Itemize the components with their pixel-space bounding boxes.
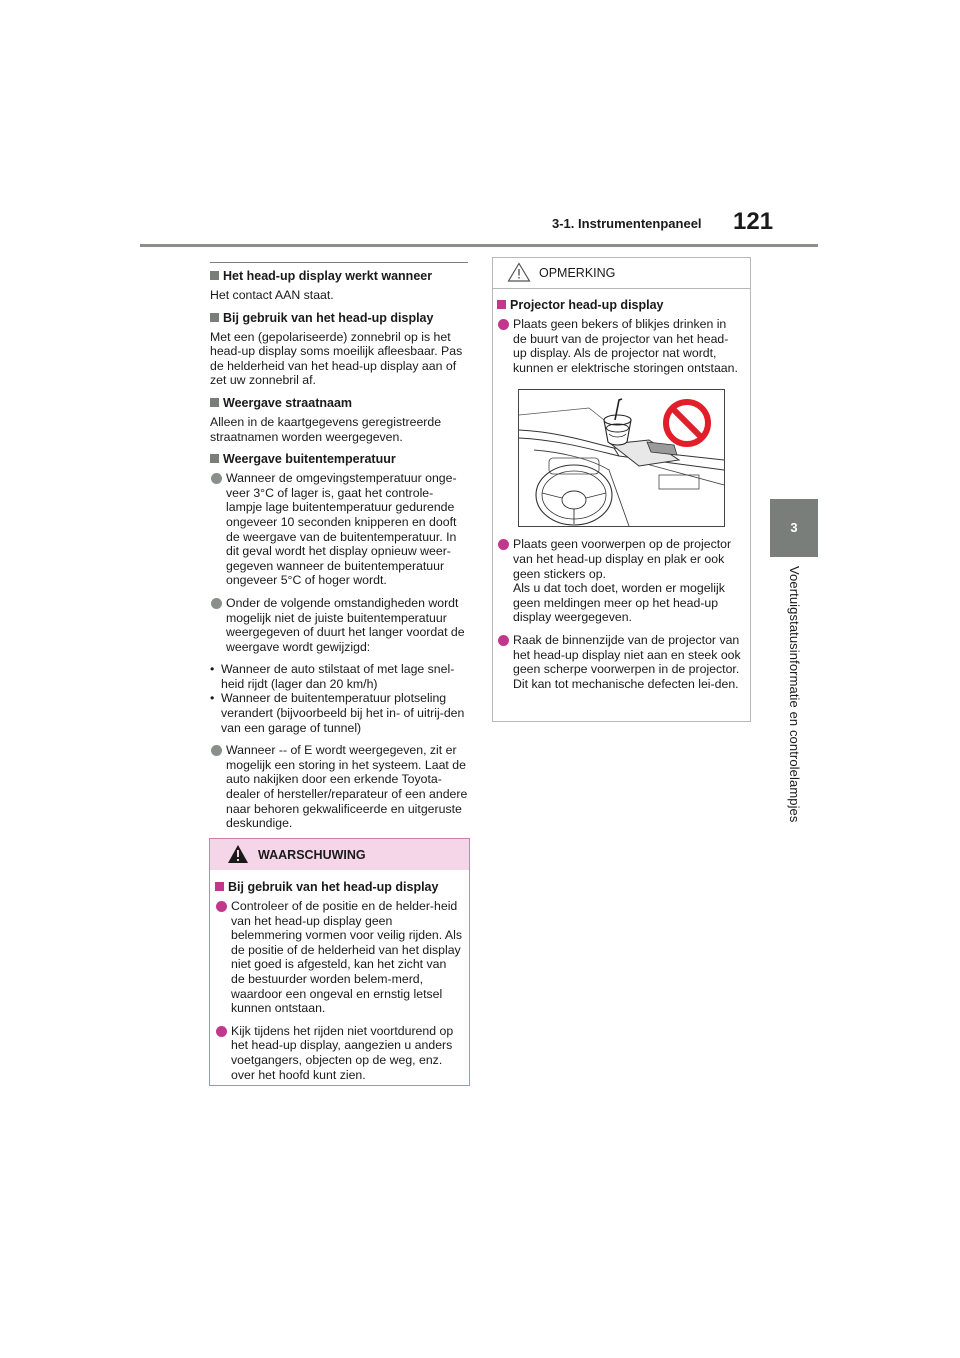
circle-bullet-icon [498, 539, 509, 550]
note-title: OPMERKING [539, 266, 616, 280]
bullet-item [497, 633, 742, 677]
page-number: 121 [733, 208, 774, 235]
bullet-text: Plaats geen bekers of blikjes drinken in de buurt van de projector van het head-up display. Als de projector nat wordt, kunnen er elektrische storingen ontstaan. [513, 317, 738, 375]
bullet-text: Plaats geen voorwerpen op de projector van het head-up display en plak er ook geen stickers op. [513, 537, 732, 581]
square-bullet-icon [210, 271, 219, 280]
sub-item-text: Wanneer de buitentemperatuur plotseling verandert (bijvoorbeeld bij het in- of uitrij-den van een garage of tunnel) [221, 691, 465, 735]
section-heading [210, 269, 468, 284]
heading-text: Projector head-up display [510, 298, 664, 312]
bullet-text: Wanneer -- of E wordt weergegeven, zit er mogelijk een storing in het systeem. Laat de auto nakijken door een erkende Toyota-dealer of hersteller/reparateur of een andere naar behoren gekwalificeerde en uitgeruste deskundige. [226, 743, 468, 831]
paragraph: Alleen in de kaartgegevens geregistreerde straatnamen worden weergegeven. [210, 414, 442, 444]
dot-bullet-icon: • [210, 691, 215, 706]
sub-item [210, 691, 468, 735]
chapter-tab [770, 499, 818, 557]
bullet-text: Kijk tijdens het rijden niet voortdurend op het head-up display, aangezien u anders voetgangers, objecten op de weg, enz. over het hoofd kunt zien. [231, 1023, 454, 1082]
paragraph: Het contact AAN staat. [210, 288, 334, 302]
warning-title: WAARSCHUWING [258, 848, 366, 862]
chapter-number: 3 [790, 520, 798, 535]
bullet-item [497, 537, 742, 581]
note-heading [497, 298, 742, 313]
circle-bullet-icon [498, 635, 509, 646]
note-body [493, 289, 750, 691]
warning-header [210, 839, 469, 870]
warning-box [209, 838, 470, 1086]
circle-bullet-icon [211, 473, 222, 484]
circle-bullet-icon [498, 319, 509, 330]
section-title: 3-1. Instrumentenpaneel [552, 216, 702, 231]
bullet-item [497, 317, 742, 375]
warning-heading [215, 880, 463, 895]
bullet-text: Dit kan tot mechanische defecten lei-den. [513, 676, 739, 691]
bullet-text: Raak de binnenzijde van de projector van het head-up display niet aan en steek ook geen scherpe voorwerpen in de projector. [513, 632, 741, 677]
section-heading [210, 452, 468, 467]
square-bullet-icon [210, 398, 219, 407]
circle-bullet-icon [211, 598, 222, 609]
note-header [493, 258, 750, 289]
square-bullet-icon [497, 300, 506, 309]
bullet-text: Controleer of de positie en de helder-heid van het head-up display geen belemmering vormen voor veilig rijden. Als de positie of de helderheid van het display niet goed is afgesteld, kan het zicht van de bestuurder worden belem-merd, waardoor een ongeval en ernstig letsel kunnen ontstaan. [231, 899, 463, 1016]
left-column [210, 262, 468, 839]
column-divider [210, 262, 468, 263]
bullet-item [210, 471, 468, 588]
heading-text: Bij gebruik van het head-up display [228, 880, 439, 894]
circle-bullet-icon [216, 1026, 227, 1037]
heading-text: Weergave buitentemperatuur [223, 452, 396, 467]
projector-illustration [518, 389, 725, 527]
note-box [492, 257, 751, 722]
square-bullet-icon [215, 882, 224, 891]
square-bullet-icon [210, 454, 219, 463]
square-bullet-icon [210, 313, 219, 322]
bullet-item [210, 743, 468, 831]
circle-bullet-icon [216, 901, 227, 912]
bullet-item [215, 899, 463, 1016]
section-heading [210, 396, 468, 411]
bullet-item [210, 596, 468, 654]
bullet-item-continuation [497, 581, 742, 625]
sub-item [210, 662, 468, 691]
paragraph: Met een (gepolariseerde) zonnebril op is het head-up display soms moeilijk afleesbaar. Pas de helderheid van het head-up display aan of zet uw zonnebril af. [210, 329, 463, 388]
warning-triangle-icon [227, 844, 249, 864]
heading-text: Het head-up display werkt wanneer [223, 269, 433, 283]
caution-triangle-icon [507, 262, 531, 282]
dot-bullet-icon: • [210, 662, 215, 677]
heading-text: Bij gebruik van het head-up display [223, 310, 434, 325]
warning-body [210, 870, 469, 1082]
chapter-title: Voertuigstatusinformatie en controlelampjes [787, 566, 802, 823]
sub-item-text: Wanneer de auto stilstaat of met lage snel-heid rijdt (lager dan 20 km/h) [221, 662, 455, 691]
bullet-item-continuation [497, 677, 742, 692]
bullet-text: Als u dat toch doet, worden er mogelijk geen meldingen meer op het head-up display weergegeven. [513, 581, 725, 625]
bullet-text: Wanneer de omgevingstemperatuur onge-veer 3°C of lager is, gaat het controle-lampje lage buitentemperatuur gedurende ongeveer 10 seconden knipperen en dooft de weergave van de buitentemperatuur. In dit geval wordt het display opnieuw weer-gegeven wanneer de buitentemperatuur ongeveer 5°C of hoger wordt. [226, 471, 457, 588]
header-divider [140, 244, 818, 247]
circle-bullet-icon [211, 745, 222, 756]
bullet-text: Onder de volgende omstandigheden wordt mogelijk niet de juiste buitentemperatuur weergegeven of duurt het langer voordat de weergave wordt gewijzigd: [226, 595, 465, 654]
hud-projector-drawing [519, 390, 724, 526]
section-heading [210, 311, 468, 326]
bullet-item [215, 1024, 463, 1082]
heading-text: Weergave straatnaam [223, 395, 353, 410]
